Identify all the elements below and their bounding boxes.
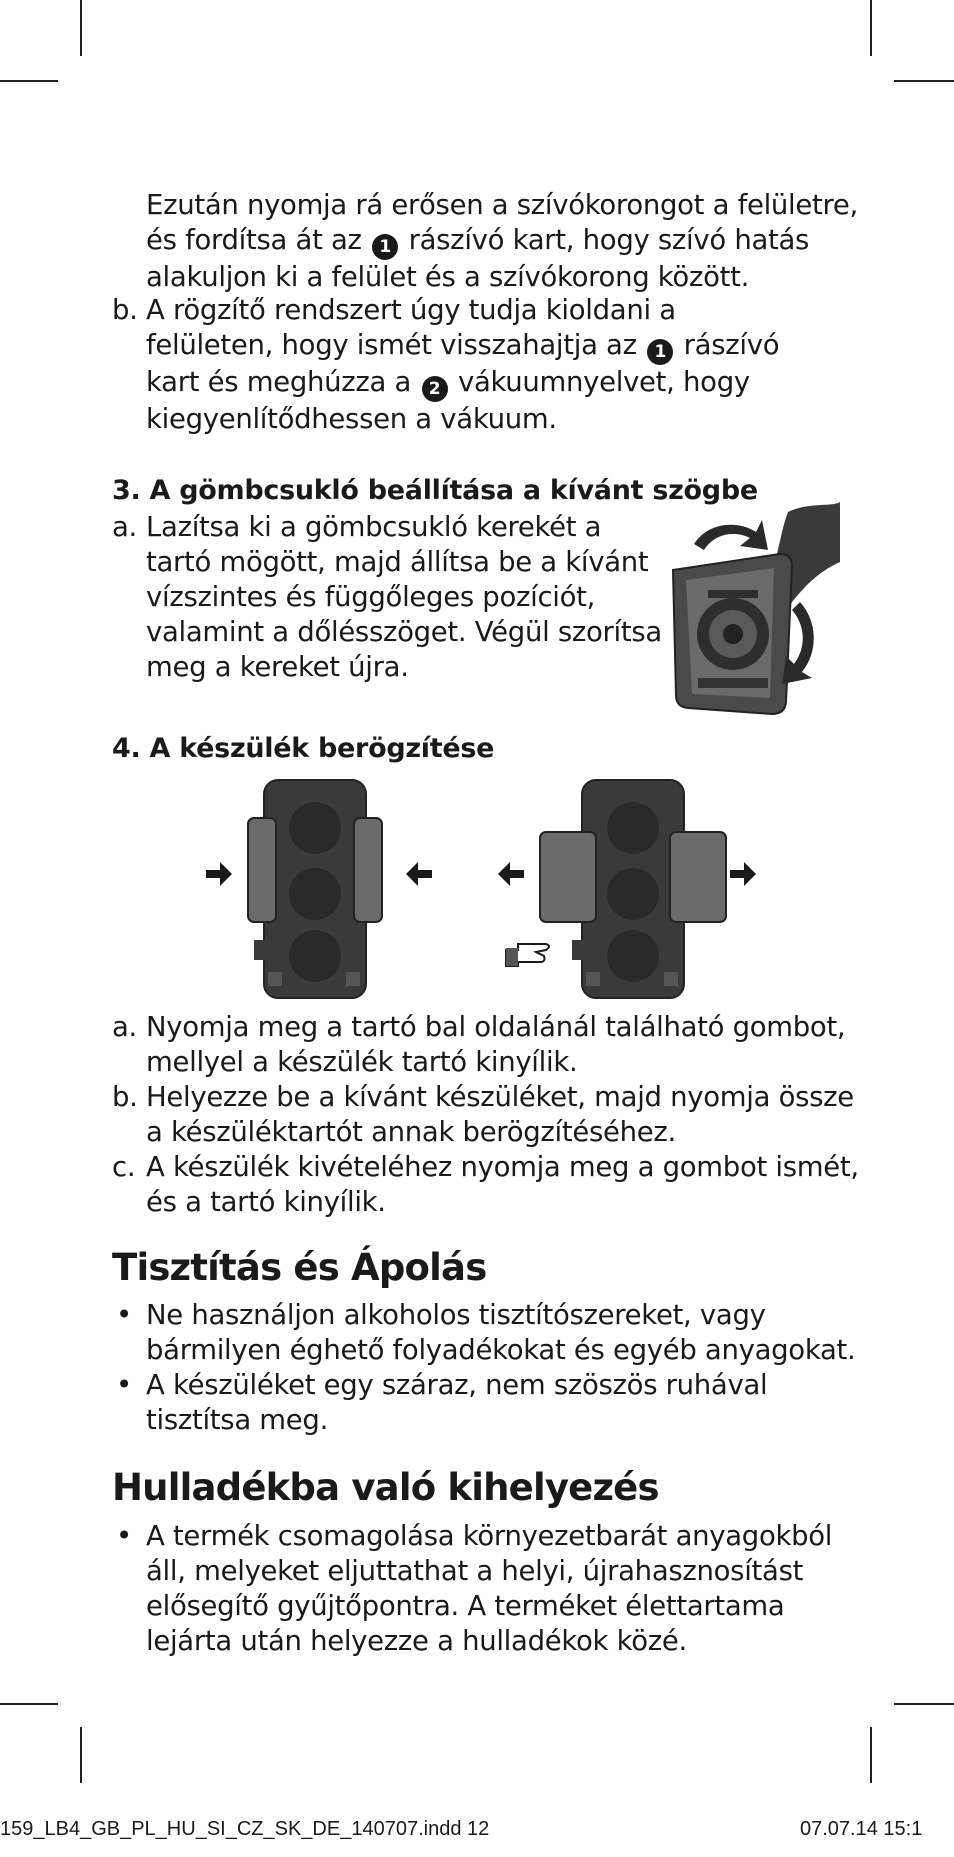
text-line: Nyomja meg a tartó bal oldalánál található gombot, [146,1011,846,1043]
step-item [112,1150,859,1220]
step-body [146,1010,852,1080]
ball-joint-illustration [668,502,840,720]
bullet: • [116,1369,132,1401]
cleaning-list [112,1298,856,1438]
footer-filename: 159_LB4_GB_PL_HU_SI_CZ_SK_DE_140707.indd 12 [0,1818,490,1840]
badge-2: 2 [422,376,448,402]
text-line [146,365,779,402]
badge-1: 1 [372,234,398,260]
bullet-item [112,1368,852,1438]
text-line: áll, melyeket eljuttathat a helyi, újrahasznosítást [146,1555,804,1587]
step-body [146,293,779,437]
text-line [146,223,858,260]
device-holder-illustration [196,772,796,1002]
text-line: mellyel a készülék tartó kinyílik. [146,1046,578,1078]
text-line [146,328,779,365]
text-line: kiegyenlítődhessen a vákuum. [146,403,557,435]
text-line: Helyezze be a kívánt készüléket, majd nyomja össze [146,1081,854,1113]
text-fragment: kart és meghúzza a [146,366,412,398]
crop-mark [894,80,954,82]
step-body [146,1150,859,1220]
intro-paragraph [146,188,858,295]
text-line: Ezután nyomja rá erősen a szívókorongot a felületre, [146,189,858,221]
text-fragment: rászívó [683,329,780,361]
text-fragment: rászívó kart, hogy szívó hatás [408,224,810,256]
text-line: lejárta után helyezze a hulladékok közé. [146,1625,687,1657]
badge-1: 1 [647,339,673,365]
step-body [146,510,662,685]
text-line: A készüléket egy száraz, nem szöszös ruhával [146,1369,768,1401]
crop-mark [80,0,82,56]
cleaning-heading: Tisztítás és Ápolás [112,1246,487,1289]
section-3-heading: 3. A gömbcsukló beállítása a kívánt szögbe [112,475,758,506]
bullet-body [146,1368,852,1438]
crop-mark [0,80,58,82]
step-label: b. [112,1081,138,1113]
crop-mark [870,1727,872,1783]
text-line: meg a kereket újra. [146,651,409,683]
crop-mark [870,0,872,56]
bullet-item [112,1298,856,1368]
section-4-steps [112,1010,859,1220]
step-label: a. [112,1011,137,1043]
text-line: a készüléktartót annak berögzítéséhez. [146,1116,676,1148]
text-line: A készülék kivételéhez nyomja meg a gombot ismét, [146,1151,859,1183]
text-fragment: és fordítsa át az [146,224,362,256]
text-line: A rögzítő rendszert úgy tudja kioldani a [146,294,676,326]
step-item [112,1010,852,1080]
text-line: valamint a dőlésszöget. Végül szorítsa [146,616,662,648]
crop-mark [894,1703,954,1705]
bullet-body [146,1519,832,1659]
text-line: tartó mögött, majd állítsa be a kívánt [146,546,649,578]
bullet-body [146,1298,856,1368]
bullet: • [116,1520,132,1552]
bullet: • [116,1299,132,1331]
step-item [112,1080,852,1150]
text-line: Lazítsa ki a gömbcsukló kerekét a [146,511,602,543]
step-label: b. [112,294,138,326]
section-4-heading: 4. A készülék berögzítése [112,733,495,764]
text-fragment: vákuumnyelvet, hogy [457,366,750,398]
step-label: c. [112,1151,136,1183]
crop-mark [80,1727,82,1783]
disposal-heading: Hulladékba való kihelyezés [112,1466,659,1509]
text-line: alakuljon ki a felület és a szívókorong között. [146,261,750,293]
footer-datetime: 07.07.14 15:1 [800,1818,923,1840]
text-line: és a tartó kinyílik. [146,1186,386,1218]
text-line: bármilyen éghető folyadékokat és egyéb anyagokat. [146,1334,856,1366]
text-line: elősegítő gyűjtőpontra. A terméket élettartama [146,1590,785,1622]
step-label: a. [112,511,137,543]
text-line: A termék csomagolása környezetbarát anyagokból [146,1520,833,1552]
crop-mark [0,1703,58,1705]
step-body [146,1080,852,1150]
text-line: tisztítsa meg. [146,1404,329,1436]
text-line: vízszintes és függőleges pozíciót, [146,581,596,613]
text-line: Ne használjon alkoholos tisztítószereket, vagy [146,1299,766,1331]
text-fragment: felületen, hogy ismét visszahajtja az [146,329,637,361]
